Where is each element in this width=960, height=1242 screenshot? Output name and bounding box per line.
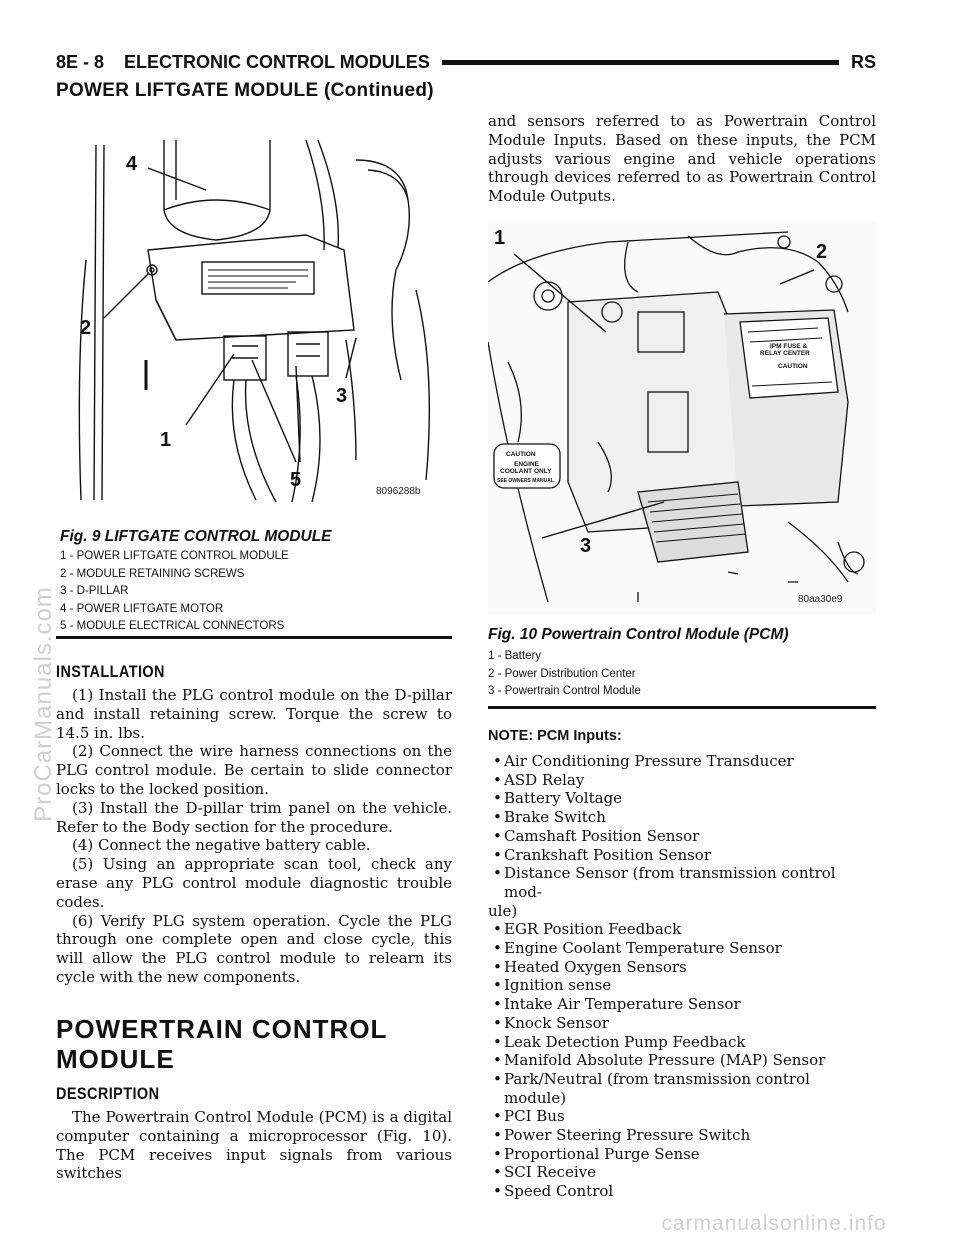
- fig9-callout-4: 4: [126, 153, 138, 175]
- fig9-legend-item: 4 - POWER LIFTGATE MOTOR: [60, 602, 224, 615]
- pcm-section-title: POWERTRAIN CONTROL MODULE: [56, 1014, 388, 1074]
- installation-step: (1) Install the PLG control module on the D-pillar and install retaining screw. Torque the screw to 14.5 in. lbs.: [56, 686, 452, 742]
- pcm-inputs-note: NOTE: PCM Inputs:: [488, 728, 622, 744]
- list-item: • Air Conditioning Pressure Transducer: [488, 752, 876, 771]
- fig10-label-coolant2: ENGINE: [514, 461, 539, 468]
- installation-step: (3) Install the D-pillar trim panel on the vehicle. Refer to the Body section for the procedure.: [56, 798, 452, 836]
- fig10-label-fuse2: RELAY CENTER: [760, 350, 810, 357]
- list-item: • Distance Sensor (from transmission control mod-: [488, 864, 876, 901]
- list-item: • Park/Neutral (from transmission control module): [488, 1070, 876, 1107]
- list-item: • Speed Control: [488, 1182, 876, 1201]
- list-item: • Battery Voltage: [488, 789, 876, 808]
- fig9-caption: Fig. 9 LIFTGATE CONTROL MODULE: [60, 528, 332, 545]
- list-item-continuation: ule): [488, 901, 518, 920]
- fig10-legend-item: 3 - Powertrain Control Module: [488, 685, 641, 697]
- description-heading: DESCRIPTION: [56, 1084, 160, 1103]
- fig10-caption: Fig. 10 Powertrain Control Module (PCM): [488, 626, 789, 643]
- list-item: • ASD Relay: [488, 771, 876, 790]
- list-item: • Intake Air Temperature Sensor: [488, 995, 876, 1014]
- fig10-legend: [488, 648, 641, 701]
- fig9-legend-item: 1 - POWER LIFTGATE CONTROL MODULE: [60, 550, 289, 562]
- description-left: The Powertrain Control Module (PCM) is a digital computer containing a microprocessor (Fig. 10). The PCM receives input signals from various switches: [56, 1108, 452, 1183]
- fig9-legend: [60, 548, 289, 636]
- fig10-code: 80aa30e9: [798, 594, 843, 605]
- fig10-callout-2: 2: [816, 241, 828, 263]
- fig10-legend-item: 1 - Battery: [488, 650, 542, 662]
- list-item: • SCI Receive: [488, 1163, 876, 1182]
- list-item: • PCI Bus: [488, 1107, 876, 1126]
- description-right: and sensors referred to as Powertrain Control Module Inputs. Based on these inputs, the PCM adjusts various engine and vehicle operations through devices referred to as Powertrain Control Module Outputs.: [488, 112, 876, 206]
- installation-steps: [56, 686, 452, 987]
- list-item: • Camshaft Position Sensor: [488, 827, 876, 846]
- fig9-legend-item: 3 - D-PILLAR: [60, 585, 129, 597]
- installation-heading: INSTALLATION: [56, 662, 165, 681]
- continued-section-title: POWER LIFTGATE MODULE (Continued): [56, 80, 434, 101]
- fig9-callout-2: 2: [80, 317, 92, 339]
- fig9-legend-item: 2 - MODULE RETAINING SCREWS: [60, 567, 245, 580]
- bottom-watermark: carmanualsonline.info: [661, 1212, 887, 1235]
- installation-step: (6) Verify PLG system operation. Cycle the PLG through one complete open and close cycle, this will allow the PLG control module to relearn its cycle with the new components.: [56, 911, 452, 986]
- installation-step: (5) Using an appropriate scan tool, check any erase any PLG control module diagnostic trouble codes.: [56, 855, 452, 911]
- page-header: [56, 48, 876, 76]
- fig9-bottom-rule: [56, 636, 452, 639]
- fig10-callout-3: 3: [580, 535, 592, 557]
- list-item: • Crankshaft Position Sensor: [488, 846, 876, 865]
- installation-step: (4) Connect the negative battery cable.: [72, 836, 371, 855]
- fig10-label-fuse1: IPM FUSE &: [770, 343, 808, 350]
- figure-10-illustration: [488, 222, 876, 614]
- header-rule: [442, 60, 839, 65]
- side-watermark: ProCarManuals.com: [30, 586, 57, 822]
- fig9-code: 8096288b: [376, 486, 421, 497]
- fig10-label-coolant3: COOLANT ONLY: [500, 468, 552, 475]
- list-item: • Proportional Purge Sense: [488, 1145, 876, 1164]
- fig9-legend-item: 5 - MODULE ELECTRICAL CONNECTORS: [60, 620, 285, 632]
- header-section-chapter: 8E - 8 ELECTRONIC CONTROL MODULES: [56, 51, 430, 72]
- list-item: • Power Steering Pressure Switch: [488, 1126, 876, 1145]
- fig10-label-coolant4: SEE OWNERS MANUAL: [497, 478, 554, 484]
- list-item: • EGR Position Feedback: [488, 920, 876, 939]
- liftgate-module-drawing: [56, 140, 452, 516]
- fig10-label-fuse-caution: CAUTION: [778, 363, 808, 370]
- list-item: • Heated Oxygen Sensors: [488, 958, 876, 977]
- header-model: RS: [850, 51, 876, 72]
- fig10-label-coolant1: CAUTION: [506, 451, 536, 458]
- list-item: • Brake Switch: [488, 808, 876, 827]
- figure-9-illustration: [56, 140, 452, 516]
- fig9-callout-3: 3: [336, 385, 348, 407]
- fig10-legend-item: 2 - Power Distribution Center: [488, 667, 636, 680]
- list-item: • Knock Sensor: [488, 1014, 876, 1033]
- installation-step: (2) Connect the wire harness connections on the PLG control module. Be certain to slide connector locks to the locked position.: [56, 742, 452, 798]
- fig9-callout-5: 5: [290, 469, 302, 491]
- fig9-callout-1: 1: [160, 429, 172, 451]
- pcm-inputs-list: [488, 752, 876, 1201]
- fig10-bottom-rule: [488, 706, 876, 709]
- list-item: • Leak Detection Pump Feedback: [488, 1033, 876, 1052]
- fig10-callout-1: 1: [494, 227, 506, 249]
- list-item: • Ignition sense: [488, 976, 876, 995]
- pcm-engine-bay-drawing: [488, 222, 876, 614]
- list-item: • Engine Coolant Temperature Sensor: [488, 939, 876, 958]
- list-item: • Manifold Absolute Pressure (MAP) Sensor: [488, 1051, 876, 1070]
